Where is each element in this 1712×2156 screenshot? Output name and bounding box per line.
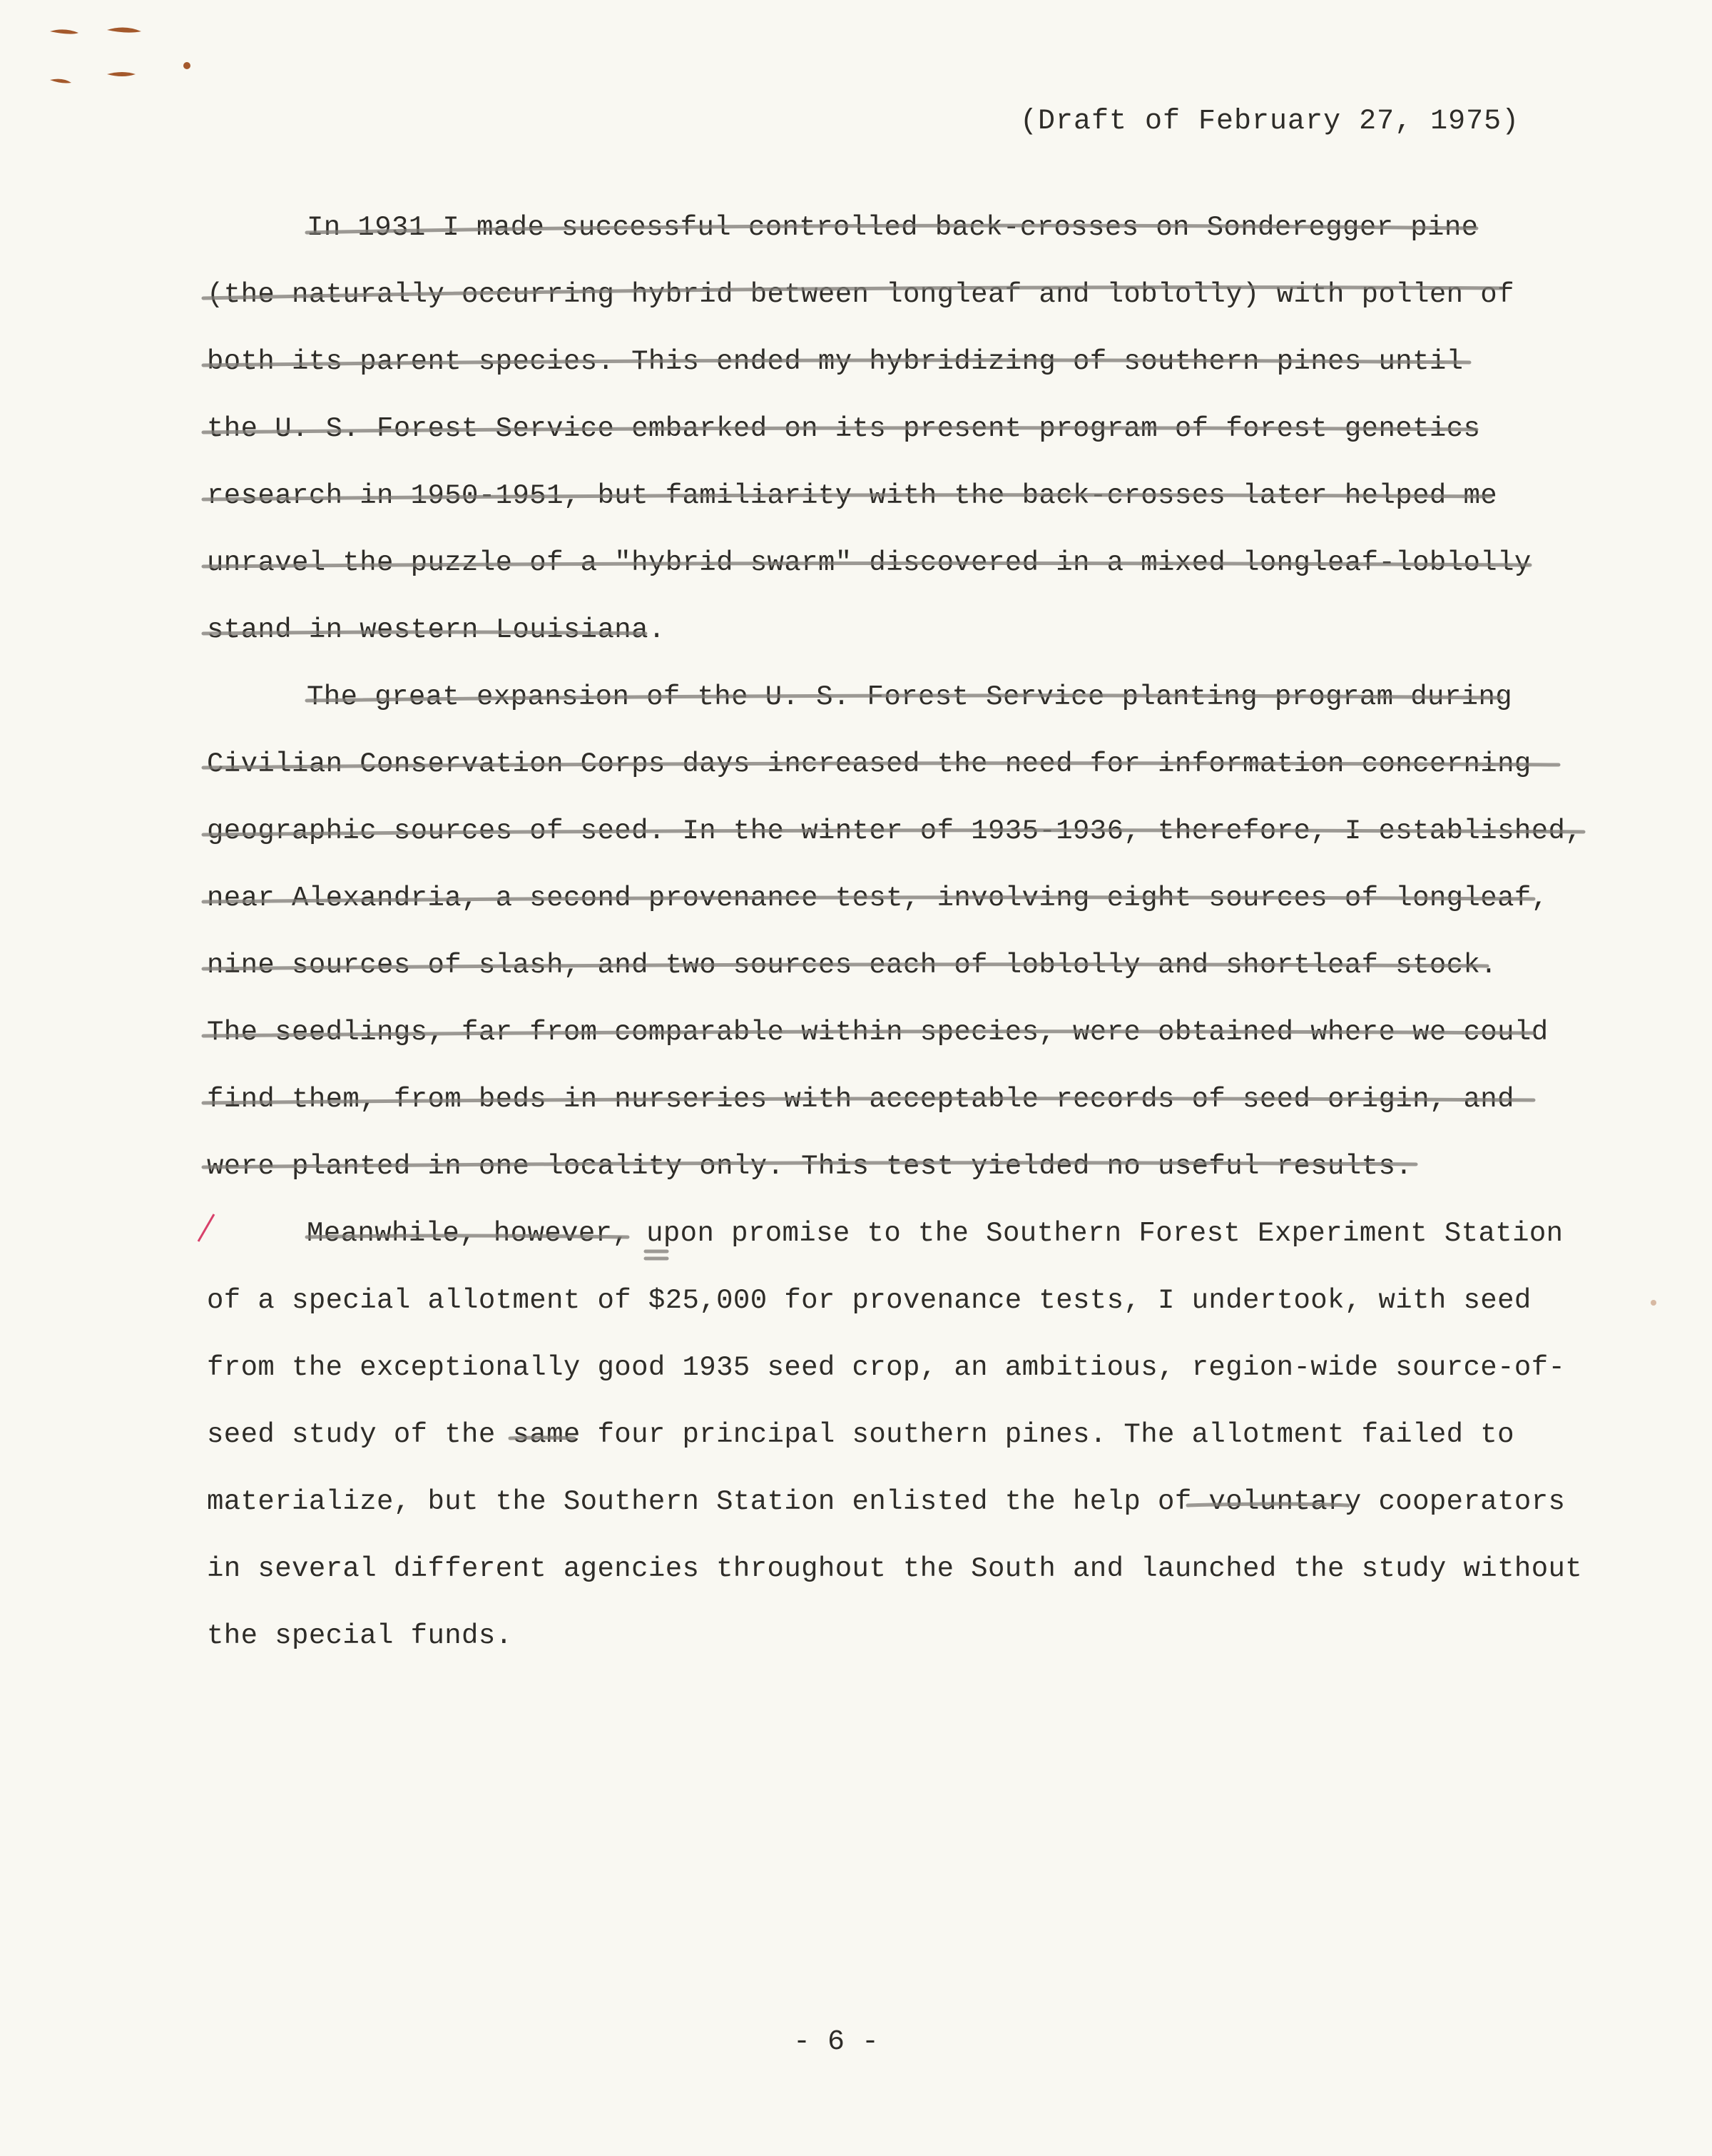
paragraph-3-line-7: the special funds. — [207, 1620, 513, 1652]
stain-mark — [1651, 1300, 1656, 1306]
paragraph-1-line-4: the U. S. Forest Service embarked on its present program of forest genetics — [207, 413, 1481, 444]
margin-check-mark — [198, 1214, 214, 1241]
paragraph-1-line-3: both its parent species. This ended my hybridizing of southern pines until — [207, 346, 1464, 377]
paragraph-1-line-7: stand in western Louisiana. — [207, 614, 666, 646]
paragraph-2-line-2: Civilian Conservation Corps days increased the need for information concerning — [207, 748, 1532, 780]
paragraph-2-line-1: The great expansion of the U. S. Forest Service planting program during — [307, 681, 1513, 713]
paragraph-2-line-3: geographic sources of seed. In the winter of 1935-1936, therefore, I established, — [207, 815, 1583, 847]
paragraph-1-line-1: In 1931 I made successful controlled back-crosses on Sonderegger pine — [307, 212, 1479, 243]
stain-mark — [107, 72, 136, 76]
stain-mark — [50, 29, 78, 34]
paragraph-2-line-4: near Alexandria, a second provenance test, involving eight sources of longleaf, — [207, 883, 1549, 914]
paragraph-3-line-5: materialize, but the Southern Station enlisted the help of voluntary cooperators — [207, 1486, 1566, 1517]
paragraph-1-line-2: (the naturally occurring hybrid between longleaf and loblolly) with pollen of — [207, 279, 1514, 310]
paragraph-3-line-6: in several different agencies throughout the South and launched the study without — [207, 1553, 1583, 1585]
stain-mark — [50, 79, 71, 83]
paragraph-3-line-4: seed study of the same four principal southern pines. The allotment failed to — [207, 1419, 1514, 1450]
paragraph-1-line-5: research in 1950-1951, but familiarity with the back-crosses later helped me — [207, 480, 1498, 512]
draft-date-note: (Draft of February 27, 1975) — [1020, 106, 1520, 138]
paragraph-2-line-8: were planted in one locality only. This test yielded no useful results. — [207, 1151, 1413, 1182]
paragraph-2-line-6: The seedlings, far from comparable within species, were obtained where we could — [207, 1017, 1549, 1048]
stain-mark — [183, 62, 190, 69]
paragraph-3-line-1: Meanwhile, however, upon promise to the Southern Forest Experiment Station — [307, 1218, 1564, 1249]
paragraph-3-line-2: of a special allotment of $25,000 for provenance tests, I undertook, with seed — [207, 1285, 1532, 1316]
paragraph-2-line-5: nine sources of slash, and two sources each of loblolly and shortleaf stock. — [207, 950, 1498, 981]
page-number: - 6 - — [793, 2026, 880, 2058]
paragraph-2-line-7: find them, from beds in nurseries with acceptable records of seed origin, and — [207, 1084, 1514, 1115]
paragraph-1-line-6: unravel the puzzle of a "hybrid swarm" discovered in a mixed longleaf-loblolly — [207, 547, 1532, 579]
paragraph-3-line-3: from the exceptionally good 1935 seed crop, an ambitious, region-wide source-of- — [207, 1352, 1566, 1383]
stain-mark — [107, 27, 141, 32]
